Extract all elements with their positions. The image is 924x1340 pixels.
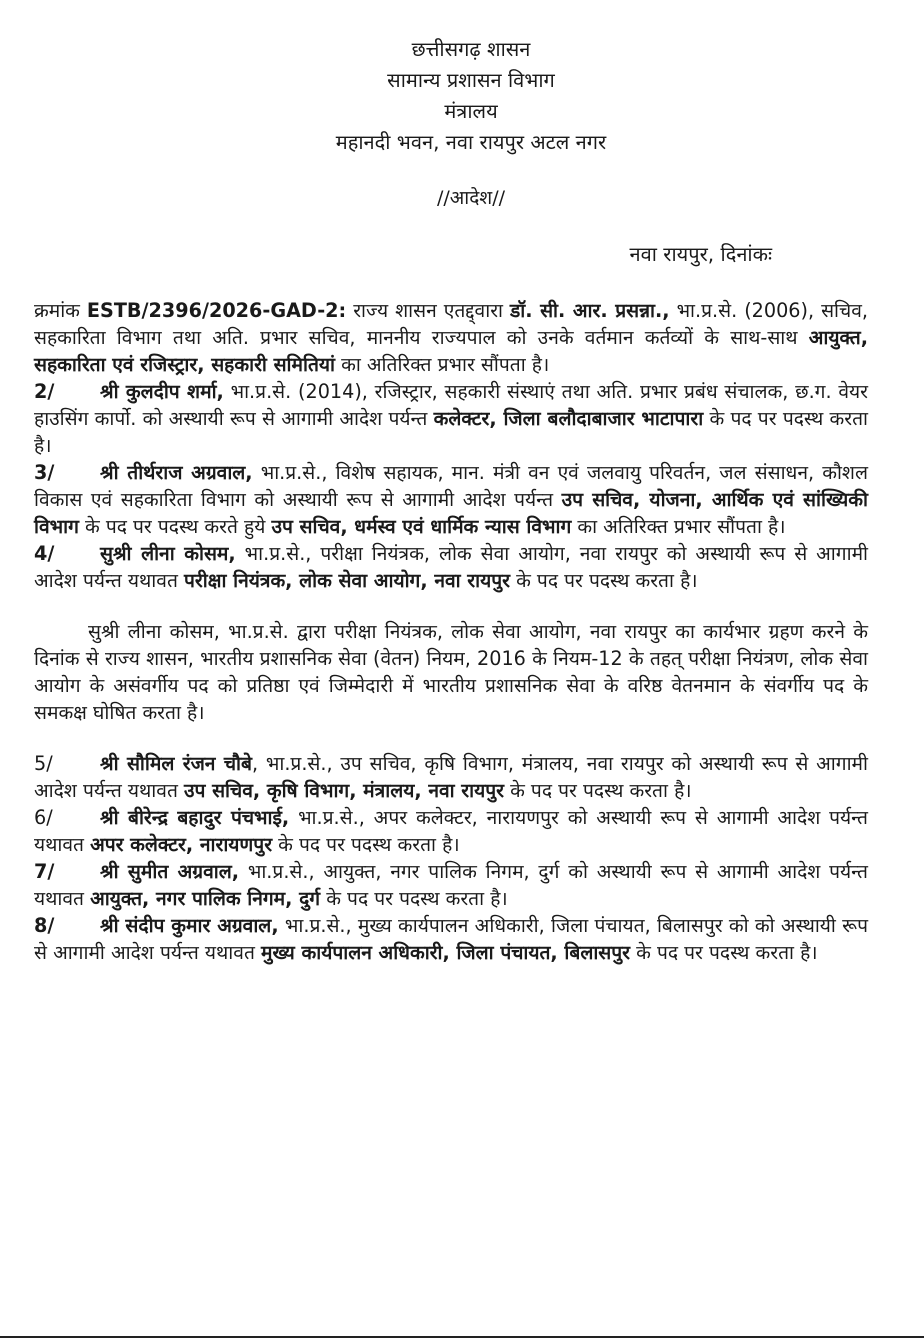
officer-name: श्री संदीप कुमार अग्रवाल, [100, 914, 279, 937]
paragraph-2: 2/ श्री कुलदीप शर्मा, भा.प्र.से. (2014), रजिस्ट्रार, सहकारी संस्थाएं तथा अति. प्रभार प्रबंध संचालक, छ.ग. वेयर हाउसिंग कार्पो. को अस्थायी रूप से आगामी आदेश पर्यन्त कलेक्टर, जिला बलौदाबाजार भाटापारा के पद पर पदस्थ करता है। [34, 380, 869, 457]
header-address: महानदी भवन, नवा रायपुर अटल नगर [335, 130, 607, 154]
header-government: छत्तीसगढ़ शासन [411, 37, 531, 61]
spacer [34, 594, 868, 618]
paragraph-number: 3/ [34, 461, 55, 484]
posting: आयुक्त, नगर पालिक निगम, दुर्ग [90, 887, 321, 910]
officer-name: सुश्री लीना कोसम, [100, 542, 236, 565]
posting: कलेक्टर, जिला बलौदाबाजार भाटापारा [433, 407, 704, 430]
paragraph-number: 5/ [34, 752, 53, 775]
officer-name: श्री तीर्थराज अग्रवाल, [100, 461, 253, 484]
order-number: ESTB/2396/2026-GAD-2: [86, 299, 347, 322]
posting: अपर कलेक्टर, नारायणपुर [90, 833, 273, 856]
posting: आयुक्त, सहकारिता एवं रजिस्ट्रार, सहकारी समितियां [34, 326, 868, 376]
order-title: //आदेश// [436, 187, 506, 209]
posting: मुख्य कार्यपालन अधिकारी, जिला पंचायत, बिलासपुर [260, 941, 631, 964]
paragraph-number: 2/ [34, 380, 55, 403]
place-date: नवा रायपुर, दिनांकः [629, 242, 772, 266]
paragraph-6: 6/ श्री बीरेन्द्र बहादुर पंचभाई, भा.प्र.से., अपर कलेक्टर, नारायणपुर को अस्थायी रूप से आगामी आदेश पर्यन्त यथावत अपर कलेक्टर, नारायणपुर के पद पर पदस्थ करता है। [34, 806, 868, 856]
paragraph-5: 5/ श्री सौमिल रंजन चौबे, भा.प्र.से., उप सचिव, कृषि विभाग, मंत्रालय, नवा रायपुर को अस्थायी रूप से आगामी आदेश पर्यन्त यथावत उप सचिव, कृषि विभाग, मंत्रालय, नवा रायपुर के पद पर पदस्थ करता है। [34, 752, 868, 802]
officer-name: श्री बीरेन्द्र बहादुर पंचभाई, [100, 806, 290, 829]
posting: उप सचिव, योजना, आर्थिक एवं सांख्यिकी विभाग [34, 488, 868, 538]
paragraph-4-declaration: सुश्री लीना कोसम, भा.प्र.से. द्वारा परीक्षा नियंत्रक, लोक सेवा आयोग, नवा रायपुर का कार्यभार ग्रहण करने के दिनांक से राज्य शासन, भारतीय प्रशासनिक सेवा (वेतन) नियम, 2016 के नियम-12 के तहत् परीक्षा नियंत्रण, लोक सेवा आयोग के असंवर्गीय पद को प्रतिष्ठा एवं जिम्मेदारी में भारतीय प्रशासनिक सेवा के वरिष्ठ वेतनमान के संवर्गीय पद के समकक्ष घोषित करता है। [34, 620, 868, 724]
paragraph-4: 4/ सुश्री लीना कोसम, भा.प्र.से., परीक्षा नियंत्रक, लोक सेवा आयोग, नवा रायपुर को अस्थायी रूप से आगामी आदेश पर्यन्त यथावत परीक्षा नियंत्रक, लोक सेवा आयोग, नवा रायपुर के पद पर पदस्थ करता है। [34, 542, 869, 592]
paragraph-number: 8/ [34, 914, 55, 937]
paragraph-3: 3/ श्री तीर्थराज अग्रवाल, भा.प्र.से., विशेष सहायक, मान. मंत्री वन एवं जलवायु परिवर्तन, जल संसाधन, कौशल विकास एवं सहकारिता विभाग को अस्थायी रूप से आगामी आदेश पर्यन्त उप सचिव, योजना, आर्थिक एवं सांख्यिकी विभाग के पद पर पदस्थ करते हुये उप सचिव, धर्मस्व एवं धार्मिक न्यास विभाग का अतिरिक्त प्रभार सौंपता है। [34, 461, 868, 538]
letterhead [34, 34, 868, 158]
paragraph-number: 6/ [34, 806, 53, 829]
paragraph-number: 4/ [34, 542, 55, 565]
paragraph-number: 7/ [34, 860, 55, 883]
header-ministry: मंत्रालय [444, 99, 498, 123]
officer-name: श्री कुलदीप शर्मा, [100, 380, 224, 403]
header-department: सामान्य प्रशासन विभाग [387, 68, 555, 92]
officer-name: डॉ. सी. आर. प्रसन्ना., [510, 299, 670, 322]
officer-name: श्री सौमिल रंजन चौबे [100, 752, 252, 775]
posting: परीक्षा नियंत्रक, लोक सेवा आयोग, नवा रायपुर [183, 569, 510, 592]
spacer [34, 726, 868, 750]
paragraph-8: 8/ श्री संदीप कुमार अग्रवाल, भा.प्र.से., मुख्य कार्यपालन अधिकारी, जिला पंचायत, बिलासपुर को को अस्थायी रूप से आगामी आदेश पर्यन्त यथावत मुख्य कार्यपालन अधिकारी, जिला पंचायत, बिलासपुर के पद पर पदस्थ करता है। [34, 914, 868, 964]
paragraph-7: 7/ श्री सुमीत अग्रवाल, भा.प्र.से., आयुक्त, नगर पालिक निगम, दुर्ग को अस्थायी रूप से आगामी आदेश पर्यन्त यथावत आयुक्त, नगर पालिक निगम, दुर्ग के पद पर पदस्थ करता है। [34, 860, 868, 910]
posting: उप सचिव, कृषि विभाग, मंत्रालय, नवा रायपुर [183, 779, 504, 802]
additional-charge: उप सचिव, धर्मस्व एवं धार्मिक न्यास विभाग [271, 515, 572, 538]
officer-name: श्री सुमीत अग्रवाल, [100, 860, 240, 883]
bottom-rule [0, 1336, 924, 1338]
order-body [34, 297, 868, 966]
paragraph-1: क्रमांक ESTB/2396/2026-GAD-2: राज्य शासन एतद्द्वारा डॉ. सी. आर. प्रसन्ना., भा.प्र.से. (2006), सचिव, सहकारिता विभाग तथा अति. प्रभार सचिव, माननीय राज्यपाल को उनके वर्तमान कर्तव्यों के साथ-साथ आयुक्त, सहकारिता एवं रजिस्ट्रार, सहकारी समितियां का अतिरिक्त प्रभार सौंपता है। [34, 299, 868, 376]
